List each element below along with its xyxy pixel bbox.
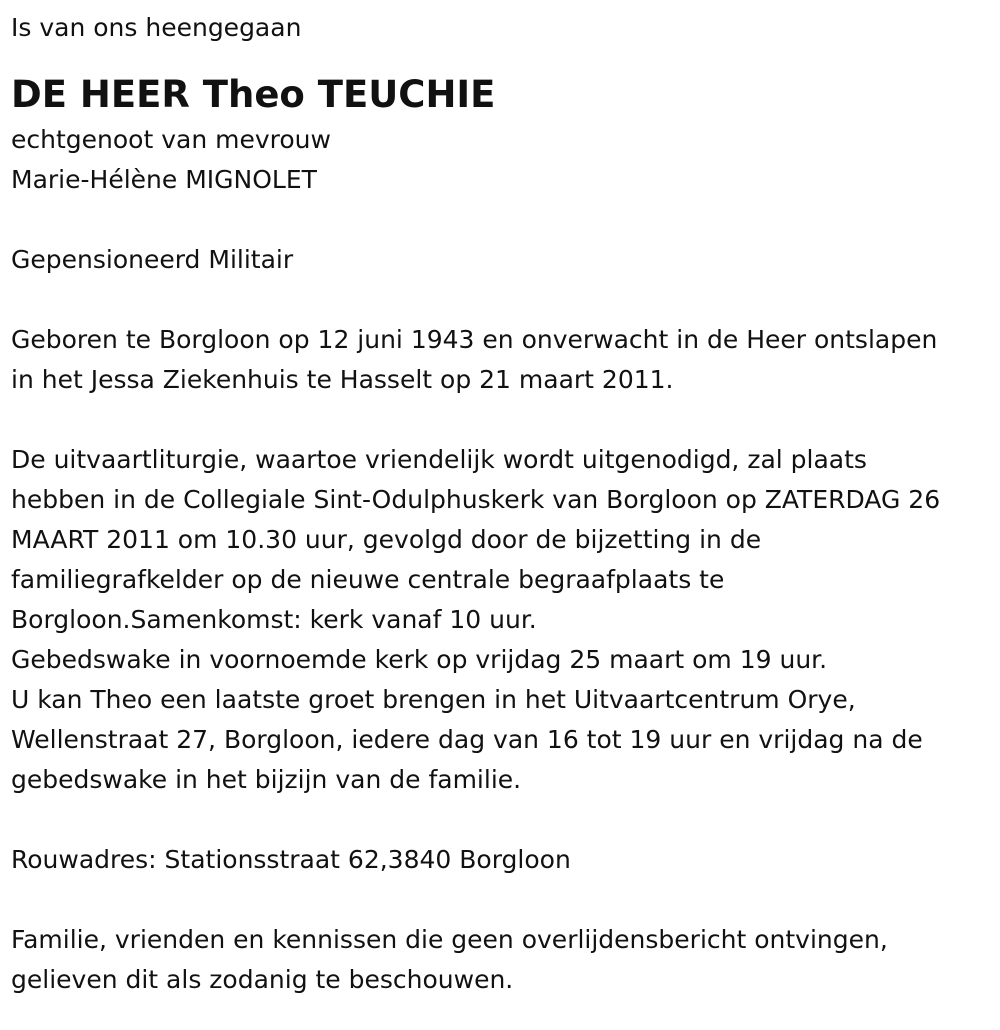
profession-text: Gepensioneerd Militair: [11, 245, 294, 274]
intro-text: Is van ons heengegaan: [11, 13, 302, 42]
ceremony-line-3: MAART 2011 om 10.30 uur, gevolgd door de bijzetting in de: [11, 525, 762, 554]
birth-death-line-2: in het Jessa Ziekenhuis te Hasselt op 21 maart 2011.: [11, 365, 674, 394]
ceremony-line-7: U kan Theo een laatste groet brengen in het Uitvaartcentrum Orye,: [11, 685, 856, 714]
ceremony-line-2: hebben in de Collegiale Sint-Odulphuskerk van Borgloon op ZATERDAG 26: [11, 485, 941, 514]
spouse-line-2: Marie-Hélène MIGNOLET: [11, 165, 317, 194]
ceremony-line-4: familiegrafkelder op de nieuwe centrale begraafplaats te: [11, 565, 725, 594]
spacer: [11, 200, 1000, 240]
ceremony-line-1: De uitvaartliturgie, waartoe vriendelijk wordt uitgenodigd, zal plaats: [11, 445, 867, 474]
spacer: [11, 280, 1000, 320]
spacer: [11, 800, 1000, 840]
spouse-line-1: echtgenoot van mevrouw: [11, 125, 331, 154]
ceremony-line-5: Borgloon.Samenkomst: kerk vanaf 10 uur.: [11, 605, 537, 634]
closing-line-2: gelieven dit als zodanig te beschouwen.: [11, 965, 514, 994]
closing-line-1: Familie, vrienden en kennissen die geen overlijdensbericht ontvingen,: [11, 925, 888, 954]
deceased-name: DE HEER Theo TEUCHIE: [11, 73, 496, 116]
birth-death-line-1: Geboren te Borgloon op 12 juni 1943 en onverwacht in de Heer ontslapen: [11, 325, 938, 354]
mourning-address: Rouwadres: Stationsstraat 62,3840 Borgloon: [11, 845, 571, 874]
ceremony-line-8: Wellenstraat 27, Borgloon, iedere dag van 16 tot 19 uur en vrijdag na de: [11, 725, 923, 754]
spacer: [11, 400, 1000, 440]
ceremony-line-6: Gebedswake in voornoemde kerk op vrijdag 25 maart om 19 uur.: [11, 645, 828, 674]
ceremony-line-9: gebedswake in het bijzijn van de familie.: [11, 765, 522, 794]
spacer: [11, 880, 1000, 920]
